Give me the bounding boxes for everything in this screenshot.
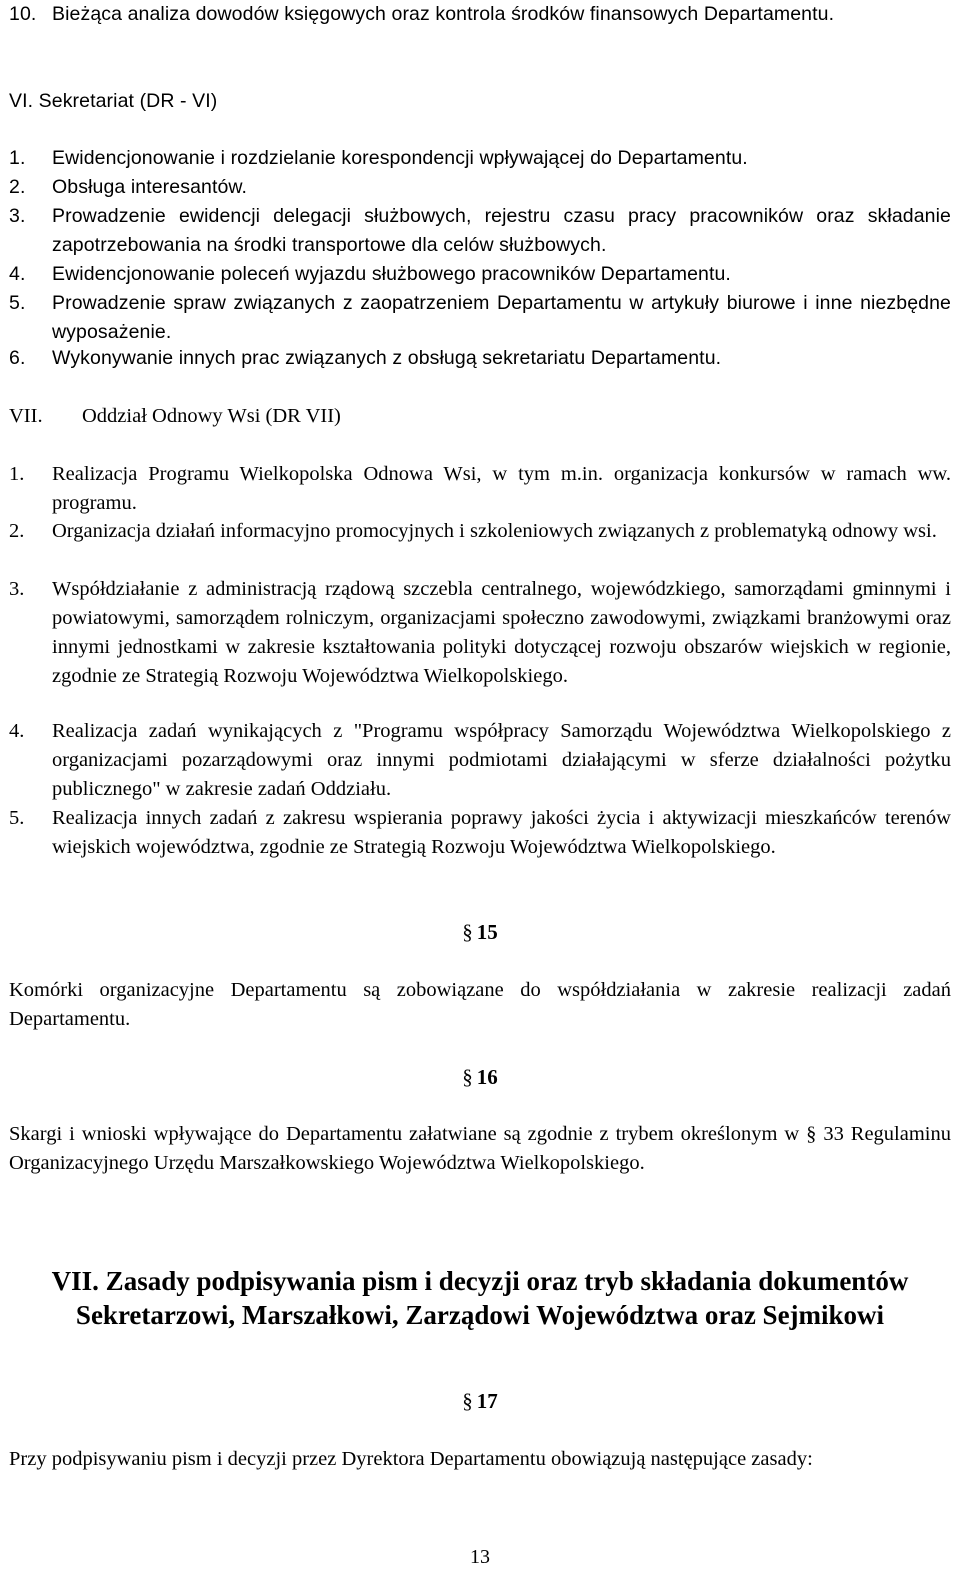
list-item (9, 717, 951, 804)
list-item (9, 344, 951, 373)
item-text: Obsługa interesantów. (52, 176, 248, 198)
list-item (9, 517, 951, 546)
chapter-heading (0, 1264, 960, 1332)
section-title: Oddział Odnowy Wsi (DR VII) (82, 405, 341, 427)
item-text: Ewidencjonowanie i rozdzielanie korespondencji wpływającej do Departamentu. (52, 147, 748, 169)
paragraph-number: 17 (476, 1389, 498, 1413)
paragraph-number: 15 (476, 920, 498, 944)
item-number: 2. (9, 520, 25, 542)
item-number: 6. (9, 347, 26, 369)
chapter-heading-line-1: VII. Zasady podpisywania pism i decyzji oraz tryb składania dokumentów (51, 1266, 909, 1296)
paragraph-16-text: Skargi i wnioski wpływające do Departamentu załatwiane są zgodnie z trybem określonym w § 33 Regulaminu Organizacyjnego Urzędu Marszałkowskiego Województwa Wielkopolskiego. (9, 1123, 951, 1174)
item-text: Realizacja zadań wynikających z "Programu współpracy Samorządu Województwa Wielkopolskiego z organizacjami pozarządowymi oraz innymi podmiotami działającymi w sferze działalności pożytku publicznego" w zakresie zadań Oddziału. (52, 720, 951, 800)
item-number: 10. (9, 3, 37, 25)
item-number: 3. (9, 205, 26, 227)
page-number: 13 (470, 1546, 490, 1568)
item-text: Prowadzenie ewidencji delegacji służbowych, rejestru czasu pracy pracowników oraz składanie zapotrzebowania na środki transportowe dla celów służbowych. (52, 205, 951, 256)
item-text: Wykonywanie innych prac związanych z obsługą sekretariatu Departamentu. (52, 347, 722, 369)
item-text: Realizacja Programu Wielkopolska Odnowa Wsi, w tym m.in. organizacja konkursów w ramach ww. programu. (52, 463, 951, 514)
paragraph-17-text: Przy podpisywaniu pism i decyzji przez Dyrektora Departamentu obowiązują następujące zasady: (9, 1448, 813, 1470)
paragraph-15-heading (0, 918, 960, 947)
item-number: 1. (9, 147, 26, 169)
list-item (9, 804, 951, 862)
item-number: 2. (9, 176, 26, 198)
paragraph-17-heading (0, 1387, 960, 1416)
item-text: Współdziałanie z administracją rządową szczebla centralnego, wojewódzkiego, samorządami gminnymi i powiatowymi, samorządem rolniczym, organizacjami społeczno zawodowymi, związkami branżowymi oraz innymi jednostkami w zakresie kształtowania polityki dotyczącej rozwoju obszarów wiejskich w regionie, zgodnie ze Strategią Rozwoju Województwa Wielkopolskiego. (52, 578, 951, 687)
item-number: 4. (9, 263, 26, 285)
list-item (9, 0, 951, 29)
list-item (9, 260, 951, 289)
list-item (9, 144, 951, 173)
chapter-heading-line-2: Sekretarzowi, Marszałkowi, Zarządowi Województwa oraz Sejmikowi (75, 1300, 885, 1330)
section-number: VII. (9, 405, 43, 427)
item-text: Prowadzenie spraw związanych z zaopatrzeniem Departamentu w artykuły biurowe i inne niezbędne wyposażenie. (52, 292, 951, 343)
section-sign: § (462, 1065, 473, 1089)
section-sign: § (462, 1389, 473, 1413)
list-item (9, 202, 951, 260)
item-text: Organizacja działań informacyjno promocyjnych i szkoleniowych związanych z problematyką odnowy wsi. (52, 520, 937, 542)
item-text: Ewidencjonowanie poleceń wyjazdu służbowego pracowników Departamentu. (52, 263, 731, 285)
list-item (9, 289, 951, 347)
item-number: 4. (9, 720, 25, 742)
list-item (9, 173, 951, 202)
item-number: 5. (9, 807, 25, 829)
item-text: Realizacja innych zadań z zakresu wspierania poprawy jakości życia i aktywizacji mieszkańców terenów wiejskich województwa, zgodnie ze Strategią Rozwoju Województwa Wielkopolskiego. (52, 807, 951, 858)
list-item (9, 460, 951, 518)
section-sign: § (462, 920, 473, 944)
item-number: 3. (9, 578, 25, 600)
item-text: Bieżąca analiza dowodów księgowych oraz kontrola środków finansowych Departamentu. (52, 3, 835, 25)
section-vi-heading: VI. Sekretariat (DR - VI) (9, 90, 218, 112)
item-number: 1. (9, 463, 25, 485)
section-vii-heading (9, 402, 341, 431)
paragraph-16-heading (0, 1063, 960, 1092)
item-number: 5. (9, 292, 26, 314)
paragraph-number: 16 (476, 1065, 498, 1089)
list-item (9, 575, 951, 691)
paragraph-15-text: Komórki organizacyjne Departamentu są zobowiązane do współdziałania w zakresie realizacji zadań Departamentu. (9, 979, 951, 1030)
